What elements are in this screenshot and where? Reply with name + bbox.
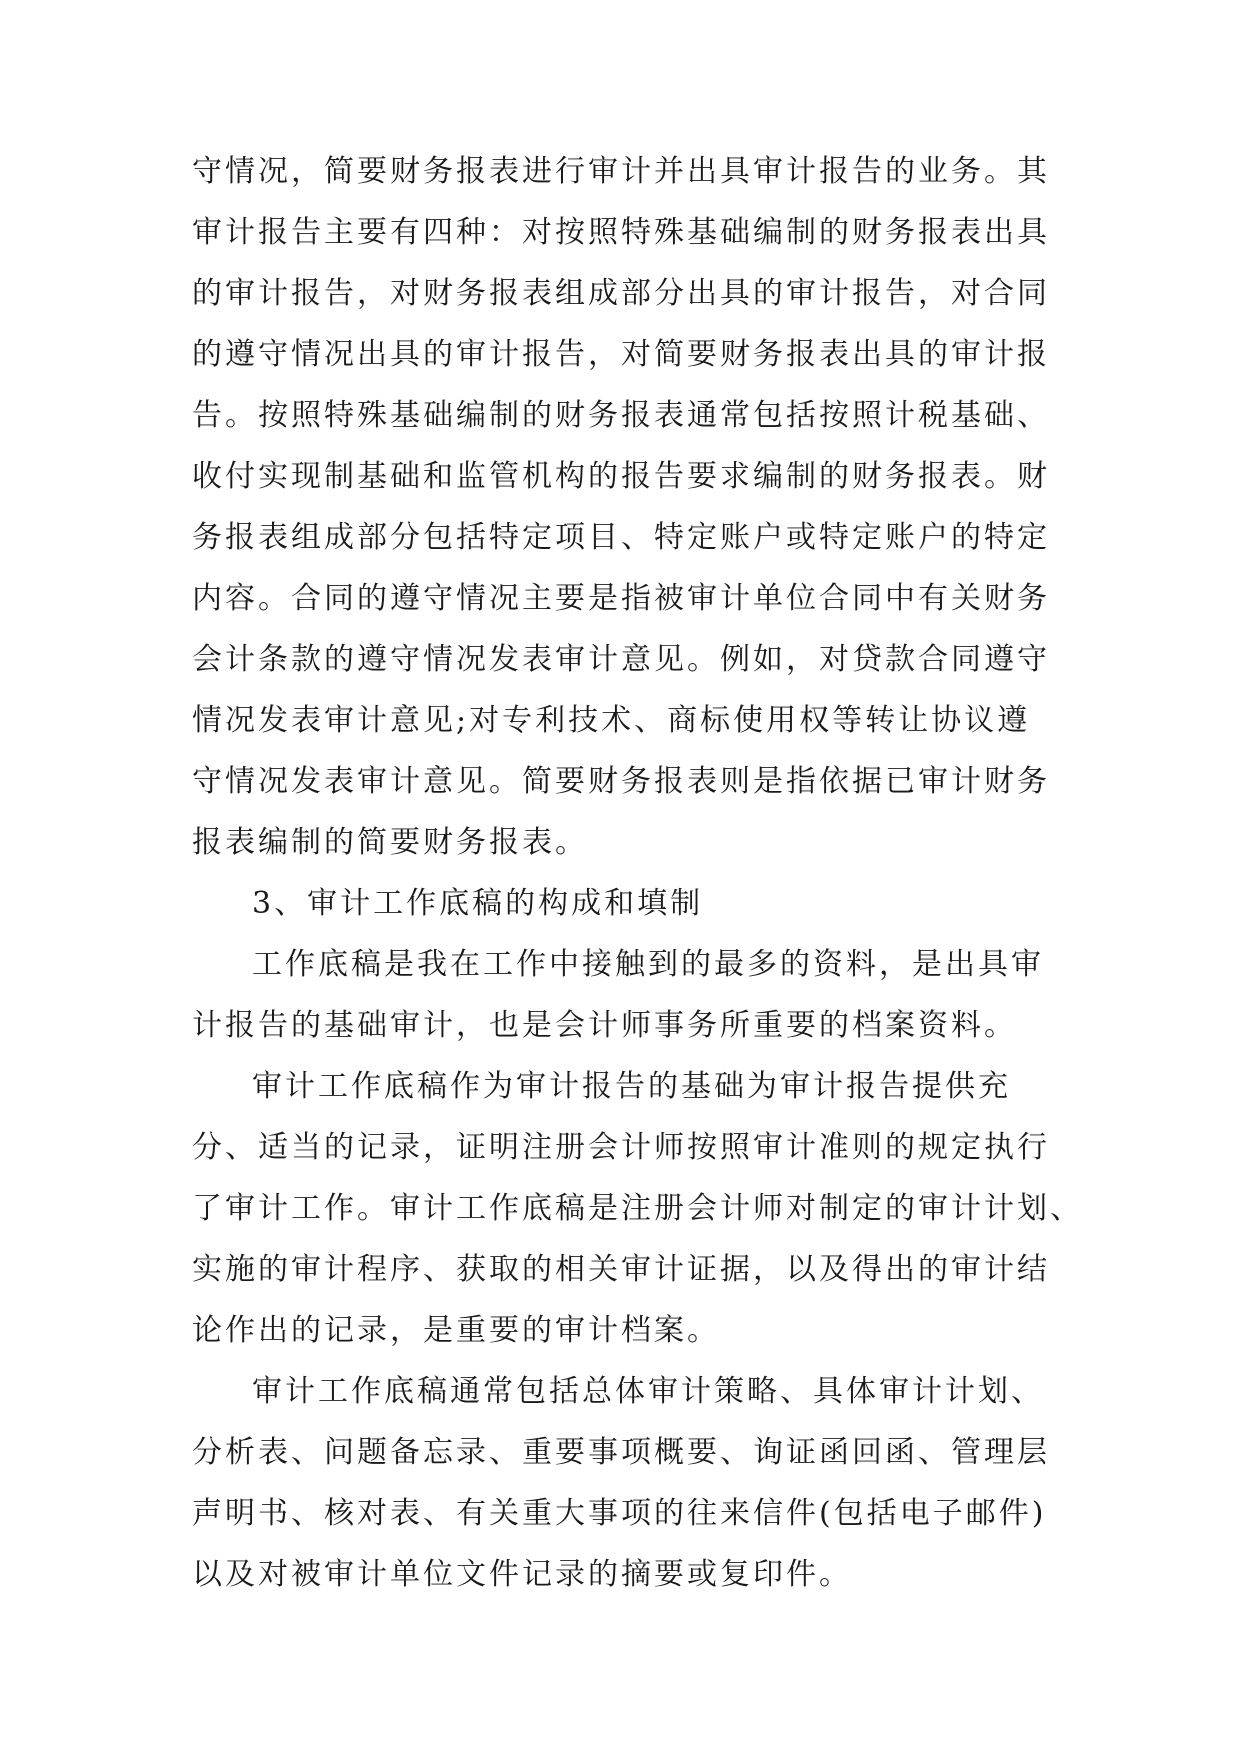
text-line: 审计报告主要有四种：对按照特殊基础编制的财务报表出具 [192, 215, 1050, 250]
text-line: 守情况，简要财务报表进行审计并出具审计报告的业务。其 [192, 154, 1050, 189]
text-line: 收付实现制基础和监管机构的报告要求编制的财务报表。财 [192, 459, 1050, 494]
text-line: 务报表组成部分包括特定项目、特定账户或特定账户的特定 [192, 520, 1050, 555]
section-heading: 3、审计工作底稿的构成和填制 [252, 886, 704, 921]
text-line: 声明书、核对表、有关重大事项的往来信件(包括电子邮件) [192, 1496, 1047, 1531]
text-line: 的遵守情况出具的审计报告，对简要财务报表出具的审计报 [192, 337, 1050, 372]
text-line: 审计工作底稿通常包括总体审计策略、具体审计计划、 [252, 1374, 1044, 1409]
text-line: 以及对被审计单位文件记录的摘要或复印件。 [192, 1557, 852, 1592]
text-line: 工作底稿是我在工作中接触到的最多的资料，是出具审 [252, 947, 1044, 982]
text-line: 告。按照特殊基础编制的财务报表通常包括按照计税基础、 [192, 398, 1050, 433]
text-line: 会计条款的遵守情况发表审计意见。例如，对贷款合同遵守 [192, 642, 1050, 677]
text-line: 的审计报告，对财务报表组成部分出具的审计报告，对合同 [192, 276, 1050, 311]
text-line: 了审计工作。审计工作底稿是注册会计师对制定的审计计划、 [192, 1191, 1083, 1226]
text-line: 审计工作底稿作为审计报告的基础为审计报告提供充 [252, 1069, 1011, 1104]
text-line: 分、适当的记录，证明注册会计师按照审计准则的规定执行 [192, 1130, 1050, 1165]
text-line: 守情况发表审计意见。简要财务报表则是指依据已审计财务 [192, 764, 1050, 799]
text-line: 论作出的记录，是重要的审计档案。 [192, 1313, 720, 1348]
text-line: 计报告的基础审计，也是会计师事务所重要的档案资料。 [192, 1008, 1017, 1043]
text-line: 实施的审计程序、获取的相关审计证据，以及得出的审计结 [192, 1252, 1050, 1287]
text-line: 情况发表审计意见;对专利技术、商标使用权等转让协议遵 [192, 703, 1031, 738]
text-line: 内容。合同的遵守情况主要是指被审计单位合同中有关财务 [192, 581, 1050, 616]
text-line: 报表编制的简要财务报表。 [192, 825, 588, 860]
text-line: 分析表、问题备忘录、重要事项概要、询证函回函、管理层 [192, 1435, 1050, 1470]
